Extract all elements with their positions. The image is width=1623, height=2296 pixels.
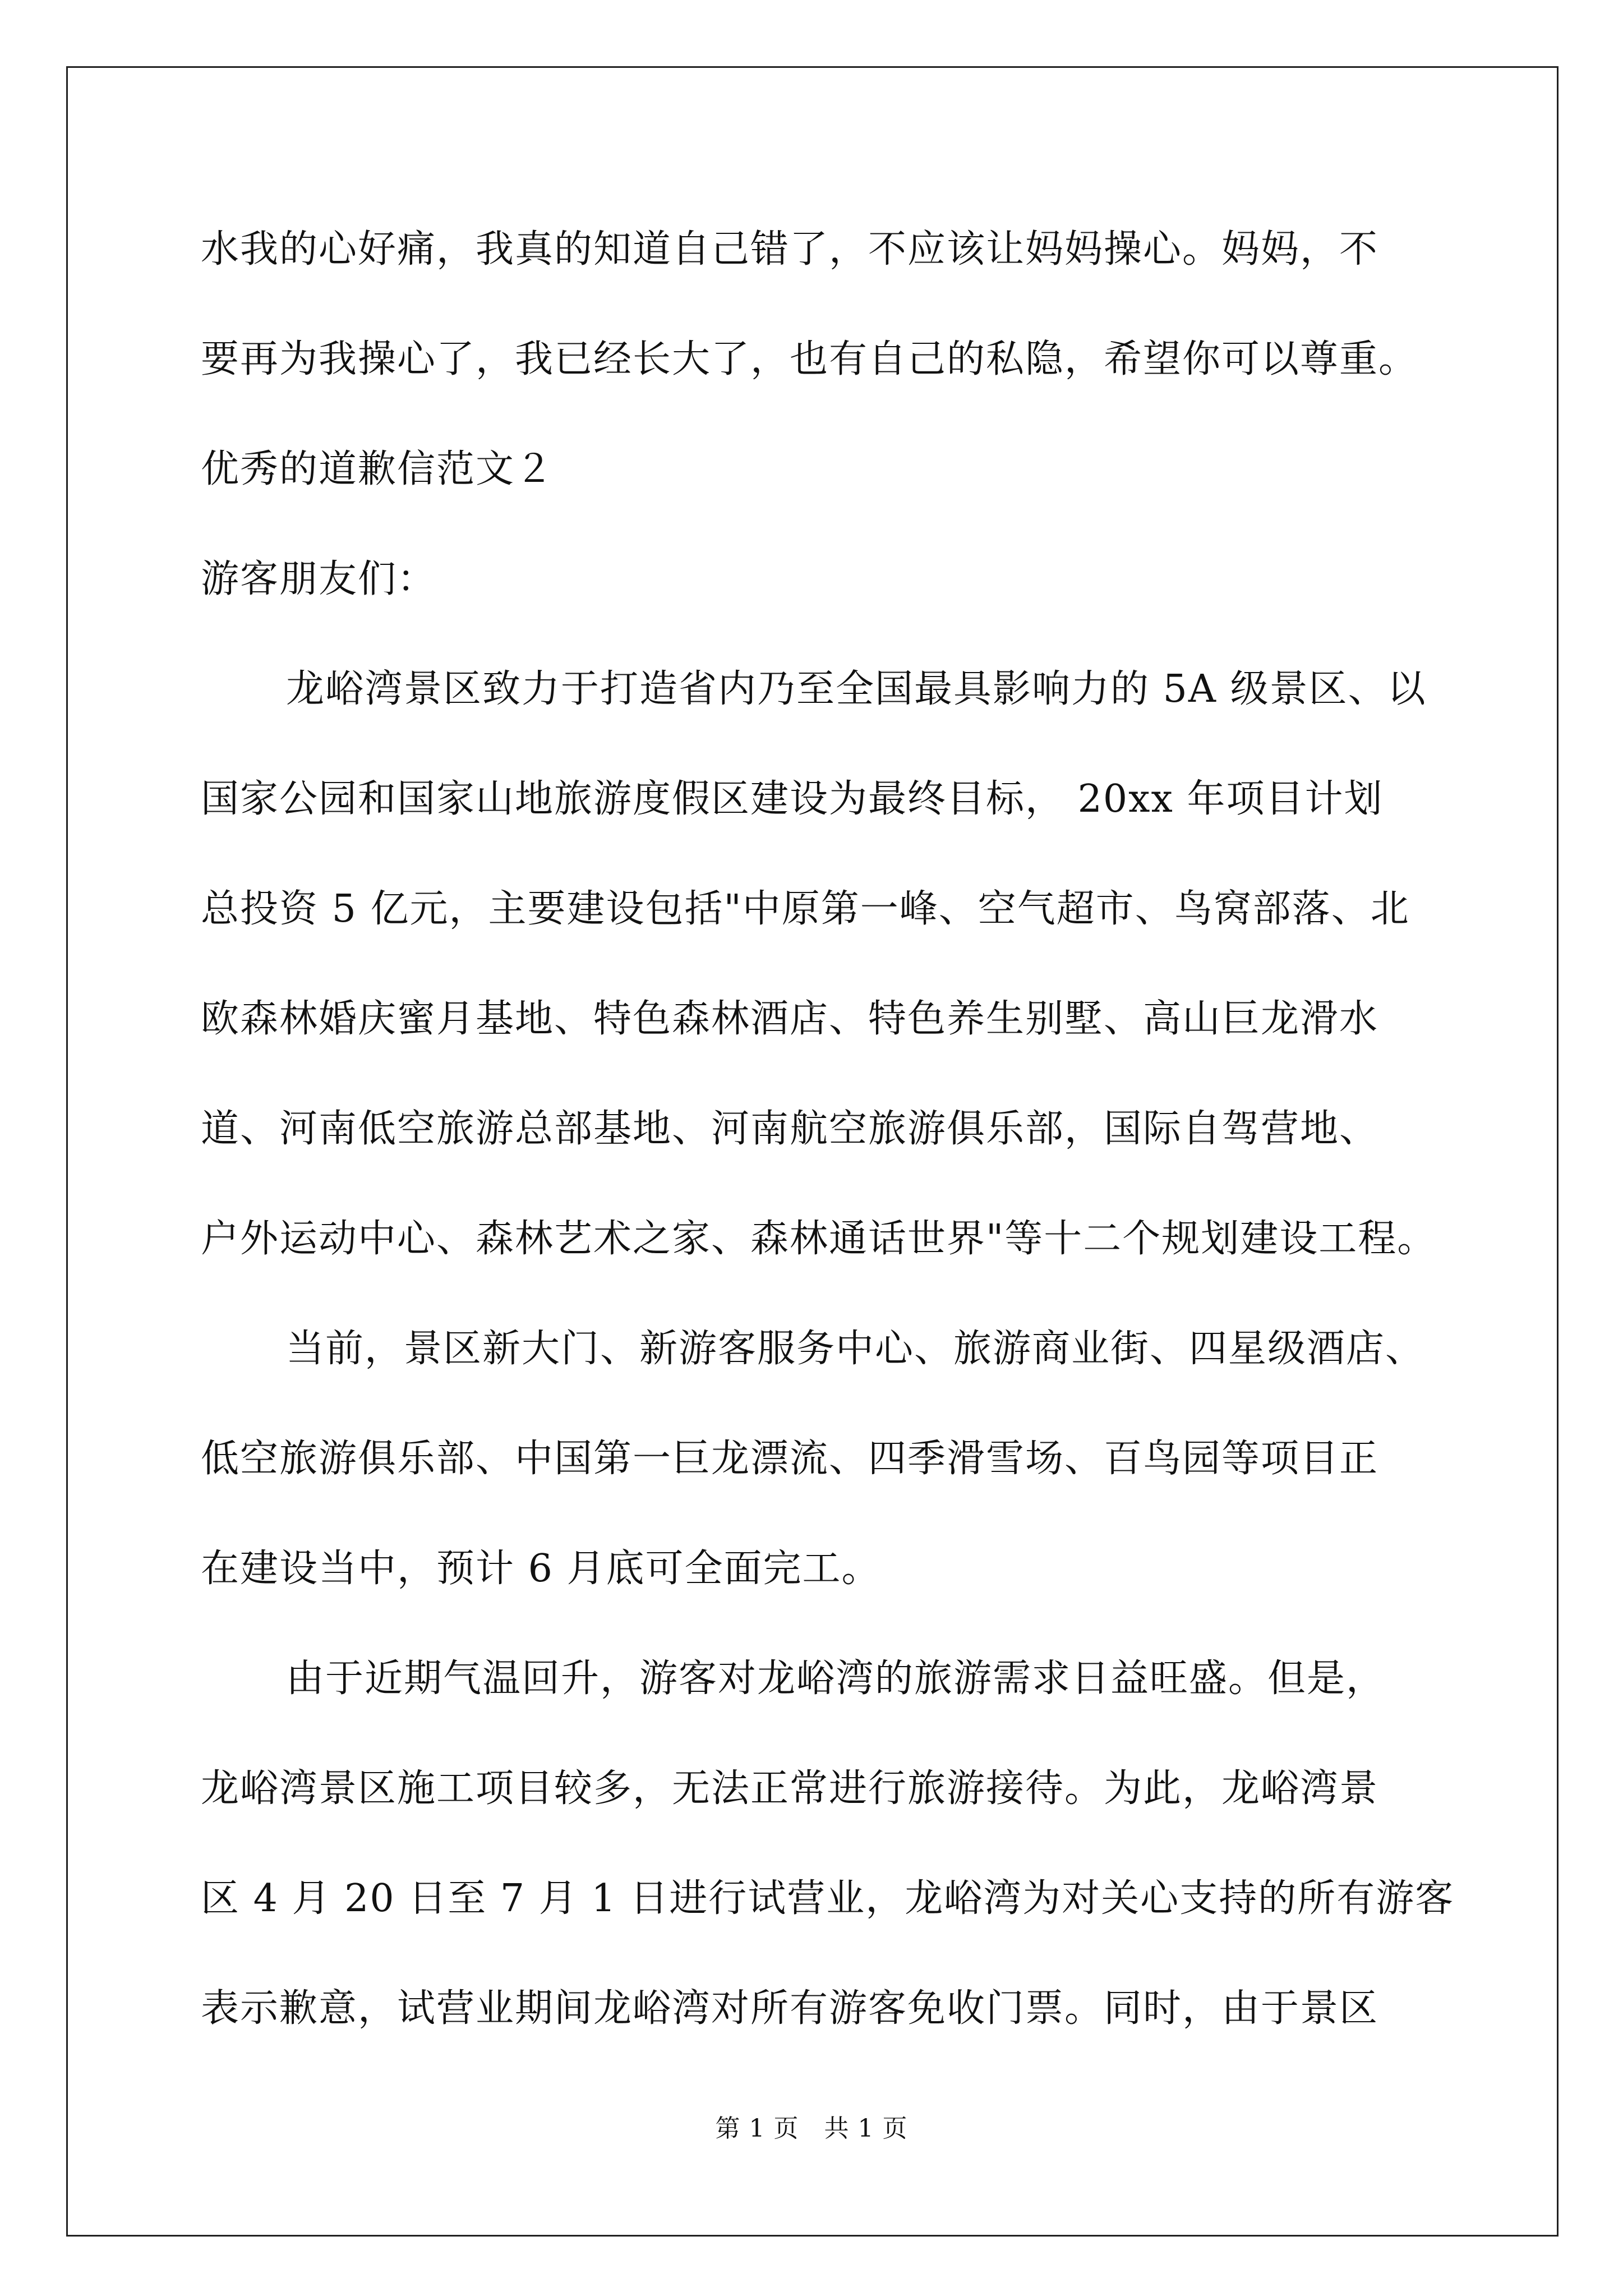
text-line: 户外运动中心、森林艺术之家、森林通话世界"等十二个规划建设工程。 bbox=[201, 1217, 1437, 1261]
text-line: 表示歉意，试营业期间龙峪湾对所有游客免收门票。同时，由于景区 bbox=[201, 1986, 1379, 2031]
page-number-footer: 第 1 页 共 1 页 bbox=[715, 2114, 908, 2143]
paragraph-start-line: 当前，景区新大门、新游客服务中心、旅游商业街、四星级酒店、 bbox=[286, 1327, 1425, 1371]
section-heading: 优秀的道歉信范文２ bbox=[201, 447, 555, 491]
salutation: 游客朋友们： bbox=[201, 557, 437, 601]
paragraph-start-line: 由于近期气温回升，游客对龙峪湾的旅游需求日益旺盛。但是， bbox=[286, 1657, 1386, 1701]
text-line: 在建设当中，预计 6 月底可全面完工。 bbox=[201, 1547, 881, 1591]
text-line: 要再为我操心了，我已经长大了，也有自己的私隐，希望你可以尊重。 bbox=[201, 337, 1418, 381]
text-line: 龙峪湾景区施工项目较多，无法正常进行旅游接待。为此，龙峪湾景 bbox=[201, 1766, 1379, 1811]
text-line: 水我的心好痛，我真的知道自己错了，不应该让妈妈操心。妈妈，不 bbox=[201, 227, 1379, 272]
text-line: 国家公园和国家山地旅游度假区建设为最终目标， 20xx 年项目计划 bbox=[201, 777, 1384, 821]
text-line: 低空旅游俱乐部、中国第一巨龙漂流、四季滑雪场、百鸟园等项目正 bbox=[201, 1437, 1379, 1481]
text-line: 总投资 5 亿元，主要建设包括"中原第一峰、空气超市、鸟窝部落、北 bbox=[201, 887, 1410, 931]
text-line: 区 4 月 20 日至 7 月 1 日进行试营业，龙峪湾为对关心支持的所有游客 bbox=[201, 1876, 1455, 1921]
text-line: 欧森林婚庆蜜月基地、特色森林酒店、特色养生别墅、高山巨龙滑水 bbox=[201, 997, 1379, 1041]
text-line: 道、河南低空旅游总部基地、河南航空旅游俱乐部，国际自驾营地、 bbox=[201, 1107, 1379, 1151]
paragraph-start-line: 龙峪湾景区致力于打造省内乃至全国最具影响力的 5A 级景区、以 bbox=[286, 667, 1427, 711]
